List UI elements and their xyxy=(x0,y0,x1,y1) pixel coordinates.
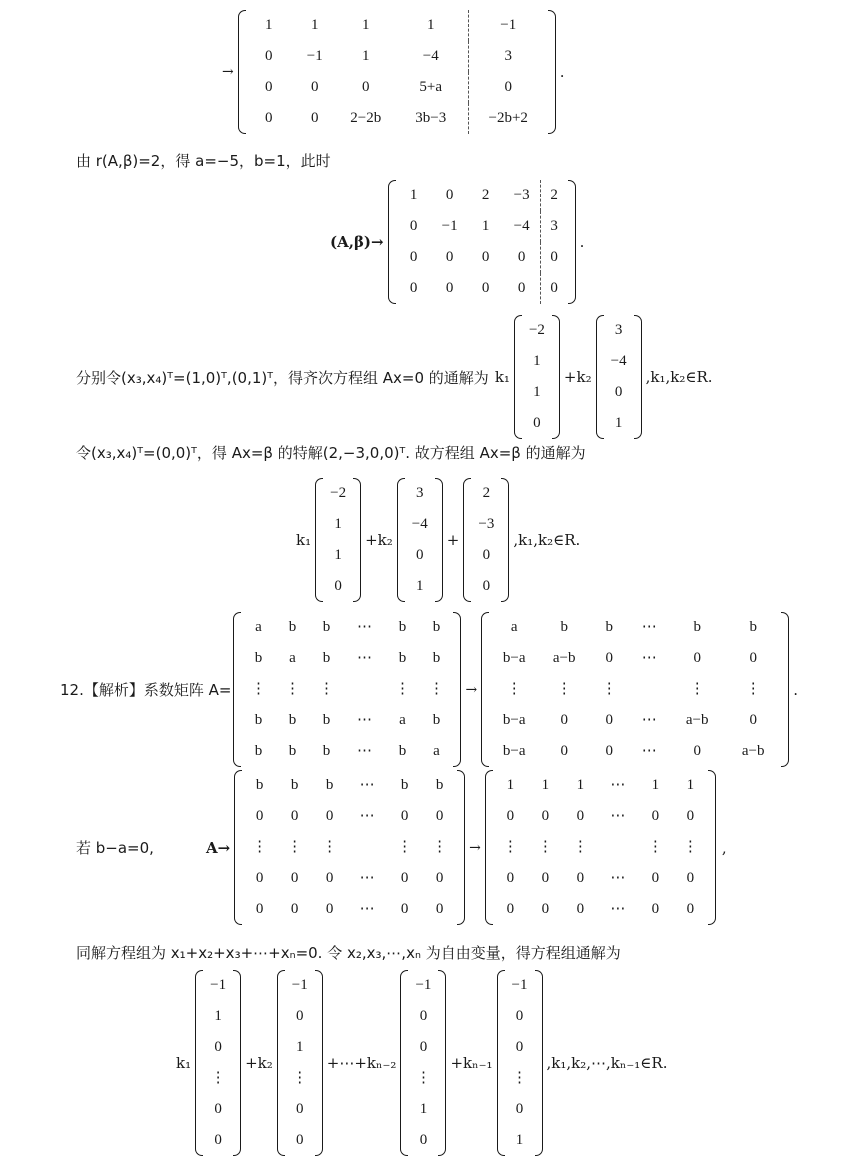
matrix-cell: 0 xyxy=(517,280,526,296)
coef-k1: k₁ xyxy=(494,368,510,386)
matrix-cell: ⋮ xyxy=(502,839,518,855)
matrix-cell: ⋯ xyxy=(356,712,372,728)
matrix-cell: ⋮ xyxy=(556,681,572,697)
augmented-label: (A,β)→ xyxy=(330,233,384,251)
matrix-cell xyxy=(598,832,638,863)
case-condition: 若 b−a=0, xyxy=(76,839,154,857)
matrix-cell: −1 xyxy=(291,977,308,993)
period: . xyxy=(559,63,565,81)
matrix-cell: b xyxy=(322,619,331,635)
matrix-cell: b xyxy=(398,650,407,666)
augmented-matrix-2 xyxy=(388,180,576,304)
matrix-cell: 0 xyxy=(515,1039,524,1055)
matrix-cell: 1 xyxy=(426,17,435,33)
matrix-cell: 1 xyxy=(310,17,319,33)
vector-2 xyxy=(397,478,443,602)
matrix-cell: 0 xyxy=(693,743,701,759)
matrix-cell: 0 xyxy=(651,870,660,886)
matrix-cell: ⋮ xyxy=(397,839,413,855)
matrix-cell: b xyxy=(254,712,263,728)
matrix-cell: ⋮ xyxy=(506,681,522,697)
matrix-cell: ⋮ xyxy=(318,681,334,697)
matrix-cell: ⋮ xyxy=(322,839,338,855)
matrix-cell: ⋮ xyxy=(572,839,588,855)
matrix-cell: b−a xyxy=(502,650,526,666)
matrix-cell: 0 xyxy=(540,273,568,304)
matrix-cell: 0 xyxy=(409,249,418,265)
matrix-cell: 0 xyxy=(325,808,334,824)
matrix-cell: 0 xyxy=(435,870,444,886)
matrix-cell: −1 xyxy=(306,48,323,64)
matrix-cell: a xyxy=(289,650,296,666)
matrix-cell: 0 xyxy=(334,578,342,594)
matrix-cell: 0 xyxy=(435,901,444,917)
matrix-cell: b xyxy=(288,619,297,635)
matrix-cell: 0 xyxy=(541,808,550,824)
case-matrix-2 xyxy=(485,770,716,925)
matrix-cell: 0 xyxy=(290,901,299,917)
matrix-cell: ⋮ xyxy=(512,1070,528,1086)
vector-1 xyxy=(514,315,560,439)
matrix-cell: 0 xyxy=(419,1132,428,1148)
period: . xyxy=(793,680,798,699)
matrix-cell: −3 xyxy=(513,187,530,203)
coef-k1: k₁ xyxy=(296,531,312,549)
matrix-cell: ⋯ xyxy=(356,743,372,759)
coef-k1: k₁ xyxy=(176,1054,192,1072)
matrix-cell: a−b xyxy=(685,712,709,728)
matrix-cell: 0 xyxy=(614,384,623,400)
matrix-cell: 1 xyxy=(614,415,623,431)
matrix-cell: ⋮ xyxy=(415,1070,431,1086)
matrix-cell: ⋮ xyxy=(745,681,761,697)
arrow-symbol: → xyxy=(469,839,481,856)
matrix-cell: −1 xyxy=(468,10,548,41)
matrix-cell: 0 xyxy=(481,249,490,265)
matrix-cell: 0 xyxy=(686,808,695,824)
matrix-cell: 1 xyxy=(651,777,660,793)
matrix-cell: b xyxy=(322,743,331,759)
matrix-cell: 0 xyxy=(482,578,491,594)
plus-sign: + xyxy=(446,531,460,549)
matrix-cell: 0 xyxy=(416,547,424,563)
matrix-cell: ⋯ xyxy=(359,870,375,886)
matrix-cell: ⋮ xyxy=(601,681,617,697)
arrow-symbol: → xyxy=(465,681,478,698)
general-solution xyxy=(296,478,580,602)
matrix-cell: 0 xyxy=(400,808,409,824)
matrix-cell: 1 xyxy=(214,1008,222,1024)
matrix-cell: −1 xyxy=(210,977,227,993)
matrix-cell: a xyxy=(255,619,262,635)
matrix-cell: 0 xyxy=(325,901,334,917)
matrix-cell: ⋮ xyxy=(647,839,663,855)
problem-12-matrix xyxy=(60,612,798,767)
matrix-cell: 0 xyxy=(445,187,454,203)
matrix-cell: ⋯ xyxy=(641,712,657,728)
matrix-cell: 0 xyxy=(506,808,515,824)
matrix-cell: ⋮ xyxy=(432,839,448,855)
matrix-cell: b xyxy=(325,777,334,793)
matrix-cell: 0 xyxy=(255,808,264,824)
matrix-cell: −1 xyxy=(415,977,432,993)
matrix-cell: 1 xyxy=(361,17,370,33)
matrix-cell: 0 xyxy=(605,743,613,759)
matrix-cell: 0 xyxy=(264,110,273,126)
matrix-cell: a xyxy=(510,619,518,635)
case-b-minus-a-zero xyxy=(76,770,727,925)
matrix-cell: ⋮ xyxy=(537,839,553,855)
matrix-cell: b xyxy=(322,650,331,666)
particular-solution-text: 令(x₃,x₄)ᵀ=(0,0)ᵀ，得 Ax=β 的特解(2,−3,0,0)ᵀ. 故方程组 Ax=β 的通解为 xyxy=(76,444,586,462)
coef-domain: ,k₁,k₂∈R. xyxy=(513,531,581,549)
matrix-cell: b xyxy=(288,743,297,759)
matrix-cell: ⋯ xyxy=(359,777,375,793)
case-matrix-1 xyxy=(234,770,465,925)
matrix-cell: 3 xyxy=(540,211,568,242)
matrix-cell: ⋯ xyxy=(641,650,657,666)
matrix-cell: −2 xyxy=(528,322,545,338)
matrix-cell: ⋮ xyxy=(252,839,268,855)
coef-k2: +k₂ xyxy=(563,368,592,386)
matrix-cell: ⋯ xyxy=(359,901,375,917)
matrix-cell: 0 xyxy=(481,280,490,296)
coef-k2: +k₂ xyxy=(365,531,393,549)
matrix-cell: 0 xyxy=(693,650,701,666)
matrix-cell: ⋯ xyxy=(356,650,372,666)
matrix-cell: 1 xyxy=(296,1039,304,1055)
matrix-cell: 3b−3 xyxy=(415,110,447,126)
matrix-cell: 0 xyxy=(605,712,613,728)
matrix-cell: 0 xyxy=(560,712,568,728)
matrix-cell: 0 xyxy=(576,870,585,886)
matrix-cell: 0 xyxy=(361,79,370,95)
matrix-cell: 1 xyxy=(533,384,541,400)
matrix-cell: 5+a xyxy=(419,79,443,95)
matrix-cell: 0 xyxy=(541,901,550,917)
matrix-cell: 0 xyxy=(296,1132,304,1148)
matrix-cell: 0 xyxy=(310,110,319,126)
matrix-cell: 0 xyxy=(419,1039,428,1055)
matrix-cell: b xyxy=(255,777,264,793)
matrix-cell: 0 xyxy=(290,870,299,886)
matrix-cell: 1 xyxy=(361,48,370,64)
matrix-cell: 2 xyxy=(481,187,490,203)
matrix-cell: −4 xyxy=(513,218,530,234)
matrix-cell: 0 xyxy=(214,1101,222,1117)
vector-3 xyxy=(400,970,446,1156)
matrix-cell: 1 xyxy=(481,218,490,234)
matrix-cell: 0 xyxy=(576,901,585,917)
matrix-cell: 1 xyxy=(334,547,342,563)
rank-condition-text: 由 r(A,β)=2，得 a=−5，b=1，此时 xyxy=(76,152,331,170)
matrix-cell: 1 xyxy=(416,578,424,594)
matrix-cell: 0 xyxy=(435,808,444,824)
matrix-cell: 0 xyxy=(214,1039,222,1055)
matrix-cell: 0 xyxy=(409,218,418,234)
matrix-cell: b xyxy=(400,777,409,793)
matrix-cell: 0 xyxy=(290,808,299,824)
matrix-cell: 0 xyxy=(255,870,264,886)
matrix-cell: b xyxy=(560,619,568,635)
matrix-cell: 1 xyxy=(409,187,418,203)
matrix-cell: 0 xyxy=(482,547,491,563)
comma: , xyxy=(721,838,727,857)
matrix-cell: 0 xyxy=(540,242,568,273)
vector-1 xyxy=(315,478,361,602)
matrix-cell: a−b xyxy=(741,743,765,759)
matrix-step-1 xyxy=(218,10,565,134)
vector-4 xyxy=(497,970,543,1156)
matrix-cell: b xyxy=(605,619,613,635)
matrix-cell: 2 xyxy=(482,485,491,501)
matrix-cell: 1 xyxy=(533,353,541,369)
matrix-cell: 0 xyxy=(515,1101,524,1117)
vector-2 xyxy=(596,315,642,439)
matrix-cell: 0 xyxy=(749,650,757,666)
matrix-cell: 0 xyxy=(533,415,541,431)
matrix-cell: b xyxy=(254,743,263,759)
matrix-cell: ⋯ xyxy=(356,619,372,635)
matrix-cell: 0 xyxy=(445,280,454,296)
matrix-cell: ⋮ xyxy=(250,681,266,697)
vector-1 xyxy=(195,970,241,1156)
matrix-cell: ⋯ xyxy=(610,901,626,917)
matrix-cell: ⋯ xyxy=(610,870,626,886)
vector-3 xyxy=(463,478,509,602)
matrix-cell: 0 xyxy=(506,870,515,886)
matrix-cell: 2−2b xyxy=(350,110,382,126)
matrix-cell: ⋮ xyxy=(394,681,410,697)
matrix-cell: −3 xyxy=(478,516,495,532)
matrix-cell: 3 xyxy=(468,41,548,72)
matrix-cell: 0 xyxy=(296,1008,304,1024)
matrix-cell: ⋮ xyxy=(689,681,705,697)
matrix-cell xyxy=(629,674,669,705)
matrix-A-label: A→ xyxy=(205,838,231,857)
matrix-cell: ⋮ xyxy=(210,1070,226,1086)
matrix-cell: −4 xyxy=(422,48,439,64)
matrix-cell: 0 xyxy=(264,48,273,64)
matrix-cell: 0 xyxy=(605,650,613,666)
matrix-cell: 0 xyxy=(506,901,515,917)
matrix-cell: ⋯ xyxy=(641,619,657,635)
matrix-cell: b xyxy=(432,619,441,635)
matrix-cell: ⋯ xyxy=(359,808,375,824)
matrix-cell: b xyxy=(432,712,441,728)
matrix-cell: 0 xyxy=(445,249,454,265)
coef-domain: ,k₁,k₂∈R. xyxy=(645,368,713,386)
arrow-symbol: → xyxy=(222,64,234,80)
matrix-cell: −4 xyxy=(610,353,627,369)
matrix-cell: b−a xyxy=(502,743,526,759)
matrix-cell: 0 xyxy=(749,712,757,728)
matrix-cell: a xyxy=(433,743,440,759)
matrix-cell: 0 xyxy=(517,249,526,265)
matrix-cell: ⋮ xyxy=(292,1070,308,1086)
matrix-cell: ⋯ xyxy=(641,743,657,759)
matrix-cell: 1 xyxy=(506,777,515,793)
matrix-cell: ⋮ xyxy=(284,681,300,697)
matrix-cell: a−b xyxy=(552,650,576,666)
matrix-cell: 0 xyxy=(325,870,334,886)
matrix-cell: 0 xyxy=(264,79,273,95)
matrix-cell: 0 xyxy=(255,901,264,917)
matrix-cell xyxy=(343,674,385,705)
coef-k2: +k₂ xyxy=(245,1054,273,1072)
matrix-cell: 1 xyxy=(419,1101,428,1117)
matrix-cell: 0 xyxy=(515,1008,524,1024)
matrix-cell: 3 xyxy=(416,485,424,501)
matrix-cell: 1 xyxy=(686,777,695,793)
matrix-cell: 1 xyxy=(576,777,585,793)
matrix-cell: 0 xyxy=(214,1132,222,1148)
matrix-cell: ⋮ xyxy=(287,839,303,855)
matrix-cell xyxy=(347,832,387,863)
matrix-cell: b xyxy=(254,650,263,666)
homogeneous-text: 分别令(x₃,x₄)ᵀ=(1,0)ᵀ,(0,1)ᵀ，得齐次方程组 Ax=0 的通解为 xyxy=(76,368,489,387)
matrix-cell: b xyxy=(288,712,297,728)
problem-12-label: 12.【解析】系数矩阵 A= xyxy=(60,681,232,699)
coef-domain: ,k₁,k₂,⋯,kₙ₋₁∈R. xyxy=(546,1054,668,1072)
matrix-cell: 0 xyxy=(686,870,695,886)
homogeneous-solution xyxy=(76,315,713,439)
matrix-cell: 0 xyxy=(296,1101,304,1117)
matrix-cell: ⋯ xyxy=(610,777,626,793)
same-solution-text: 同解方程组为 x₁+x₂+x₃+⋯+xₙ=0. 令 x₂,x₃,⋯,xₙ 为自由变量，得方程组通解为 xyxy=(76,944,621,962)
augmented-matrix-1 xyxy=(238,10,556,134)
coefficient-matrix-A xyxy=(233,612,461,767)
matrix-cell: a xyxy=(399,712,406,728)
matrix-cell: 0 xyxy=(686,901,695,917)
matrix-cell: 0 xyxy=(560,743,568,759)
matrix-cell: 0 xyxy=(651,901,660,917)
matrix-cell: −2b+2 xyxy=(468,103,548,134)
matrix-cell: 1 xyxy=(264,17,273,33)
matrix-cell: 0 xyxy=(400,901,409,917)
matrix-cell: b xyxy=(290,777,299,793)
matrix-cell: 1 xyxy=(515,1132,524,1148)
matrix-cell: 0 xyxy=(576,808,585,824)
matrix-cell: b xyxy=(749,619,757,635)
matrix-cell: 0 xyxy=(651,808,660,824)
matrix-cell: b xyxy=(435,777,444,793)
reduced-matrix-A xyxy=(481,612,789,767)
matrix-cell: ⋮ xyxy=(428,681,444,697)
vector-2 xyxy=(277,970,323,1156)
matrix-cell: 2 xyxy=(540,180,568,211)
matrix-cell: b xyxy=(398,619,407,635)
matrix-step-2 xyxy=(330,180,584,304)
matrix-cell: 1 xyxy=(541,777,550,793)
matrix-cell: 0 xyxy=(400,870,409,886)
period: . xyxy=(579,233,585,251)
matrix-cell: 1 xyxy=(334,516,342,532)
coef-kn-2: +⋯+kₙ₋₂ xyxy=(326,1054,397,1072)
matrix-cell: 0 xyxy=(468,72,548,103)
coef-kn-1: +kₙ₋₁ xyxy=(450,1054,493,1072)
matrix-cell: ⋯ xyxy=(610,808,626,824)
matrix-cell: −2 xyxy=(330,485,347,501)
matrix-cell: ⋮ xyxy=(682,839,698,855)
matrix-cell: b xyxy=(322,712,331,728)
final-general-solution xyxy=(176,970,667,1156)
matrix-cell: b xyxy=(432,650,441,666)
matrix-cell: −1 xyxy=(511,977,528,993)
matrix-cell: 0 xyxy=(541,870,550,886)
matrix-cell: 3 xyxy=(614,322,623,338)
matrix-cell: −4 xyxy=(411,516,428,532)
matrix-cell: 0 xyxy=(419,1008,428,1024)
matrix-cell: b xyxy=(398,743,407,759)
matrix-cell: b−a xyxy=(502,712,526,728)
matrix-cell: −1 xyxy=(441,218,458,234)
matrix-cell: 0 xyxy=(409,280,418,296)
matrix-cell: b xyxy=(693,619,701,635)
matrix-cell: 0 xyxy=(310,79,319,95)
